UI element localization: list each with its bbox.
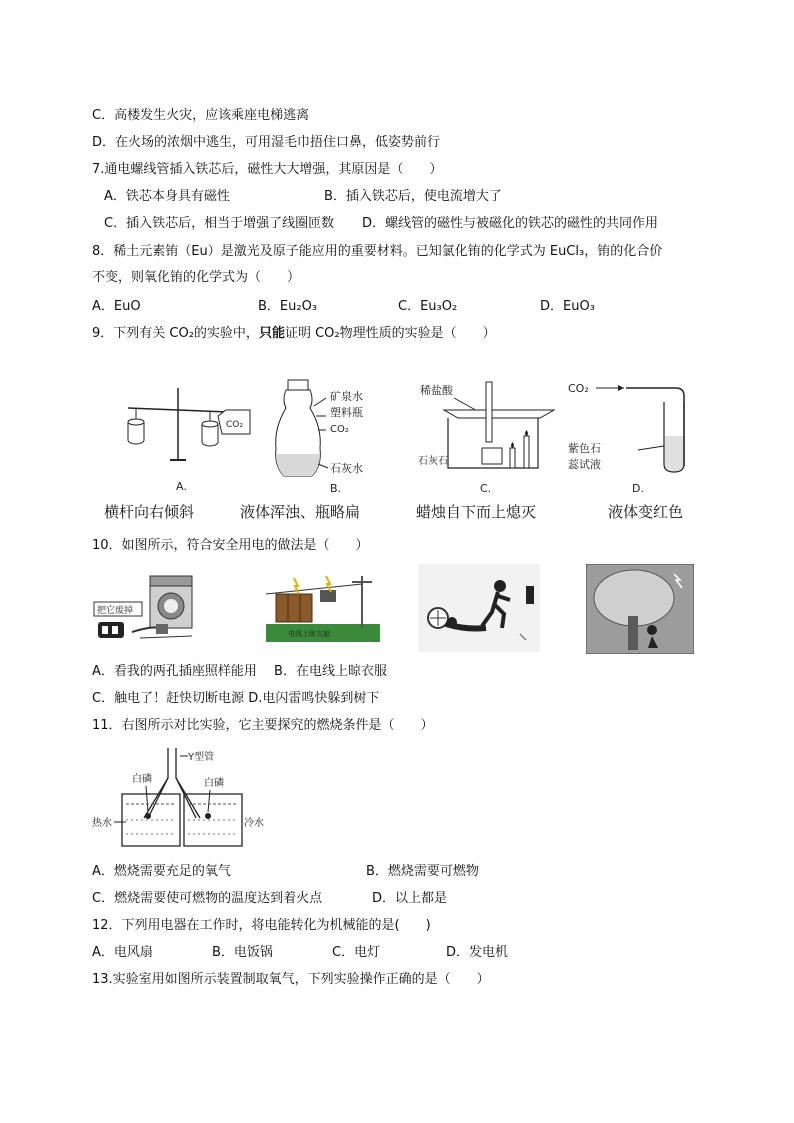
q11-figure-label-white-phosphorus-right: 白磷 [204,778,224,789]
q7-option-c: C．插入铁芯后，相当于增强了线圈匝数 [104,216,335,231]
q9-stem-post: 证明 CO₂物理性质的实验是（ ） [284,326,496,341]
q12-option-b: B．电饭锅 [212,945,273,960]
q11-stem: 11．右图所示对比实验，它主要探究的燃烧条件是（ ） [92,718,434,733]
q11-option-d: D．以上都是 [372,891,448,906]
q9-figure-d-test-tube [566,376,706,496]
q11-option-a: A．燃烧需要充足的氧气 [92,864,231,879]
q11-figure-label-hot-water: 热水 [92,818,112,829]
q10-stem: 10．如图所示，符合安全用电的做法是（ ） [92,538,369,553]
q8-option-c: C．Eu₃O₂ [398,299,458,314]
q10-picture-electric-shock [418,564,540,652]
q9-figure-c-label-hcl: 稀盐酸 [420,384,453,397]
q8-option-b: B．Eu₂O₃ [258,299,318,314]
q9-figure-b-label-plastic-bottle: 塑料瓶 [330,406,363,419]
q9-figure-b-label-limewater: 石灰水 [330,462,363,475]
q9-caption-b: 液体浑浊、瓶略扁 [240,503,361,521]
q6-option-d: D．在火场的浓烟中逃生，可用湿毛巾捂住口鼻，低姿势前行 [92,135,441,150]
q7-option-d: D．螺线管的磁性与被磁化的铁芯的磁性的共同作用 [362,216,659,231]
q9-figure-b-bottle [268,376,408,496]
q11-option-b: B．燃烧需要可燃物 [366,864,479,879]
q9-figure-a-co2-label: CO₂ [226,420,243,430]
q9-figure-c-letter: C. [480,482,492,495]
q10-picture-1-text: 把它废掉 [97,606,134,616]
q9-caption-d: 液体变红色 [608,503,684,521]
q10-options-ab: A．看我的两孔插座照样能用 B．在电线上晾衣服 [92,664,387,679]
q10-picture-tree-storm [586,564,694,654]
q11-figure-label-cold-water: 冷水 [244,818,264,829]
q8-option-a: A．EuO [92,299,141,314]
q6-option-c: C．高楼发生火灾，应该乘座电梯逃离 [92,108,310,123]
q9-figure-c-label-limestone: 石灰石 [418,456,448,467]
q12-option-a: A．电风扇 [92,945,153,960]
q11-option-c: C．燃烧需要使可燃物的温度达到着火点 [92,891,323,906]
q9-figure-d-label-litmus2: 蕊试液 [568,458,601,471]
q9-figure-b-letter: B. [330,482,342,495]
q9-figure-a-letter: A. [176,480,187,493]
q8-option-d: D．EuO₃ [540,299,595,314]
q9-stem-pre: 9．下列有关 CO₂的实验中， [92,326,259,341]
q8-stem-line1: 8．稀土元素铕（Eu）是激光及原子能应用的重要材料。已知氯化铕的化学式为 EuCl₃，铕的化合价 [92,244,663,259]
q12-option-d: D．发电机 [446,945,509,960]
q9-figure-d-letter: D. [632,482,644,495]
q10-picture-power-line [266,572,380,642]
q7-stem: 7.通电螺线管插入铁芯后，磁性大大增强，其原因是（ ） [92,162,443,177]
q11-figure-y-tube [92,742,272,852]
q9-figure-d-label-co2: CO₂ [568,382,589,395]
q9-figure-c-beaker [418,376,558,496]
q8-stem-line2: 不变，则氧化铕的化学式为（ ） [92,270,301,285]
q12-option-c: C．电灯 [332,945,381,960]
q9-figure-b-label-mineral-water: 矿泉水 [330,390,363,403]
q9-figure-a-balance [118,380,258,496]
q9-caption-a: 横杆向右倾斜 [104,503,195,521]
q9-figure-d-label-litmus1: 紫色石 [568,442,601,455]
q10-options-cd: C．触电了！赶快切断电源 D.电闪雷鸣快躲到树下 [92,691,380,706]
q9-stem [92,324,496,344]
q7-option-b: B．插入铁芯后，使电流增大了 [324,189,502,204]
q9-figure-b-label-co2: CO₂ [330,424,349,435]
q12-stem: 12．下列用电器在工作时，将电能转化为机械能的是( ) [92,918,431,933]
q9-stem-emphasis: 只能 [258,326,285,341]
q10-picture-2-text: 电线上晾衣服 [288,630,330,638]
q9-caption-c: 蜡烛自下而上熄灭 [416,503,537,521]
q11-figure-label-y-tube: Y型管 [188,752,215,763]
q10-picture-washing-machine [92,562,212,646]
q13-stem: 13.实验室用如图所示装置制取氧气，下列实验操作正确的是（ ） [92,972,490,987]
q11-figure-label-white-phosphorus-left: 白磷 [132,774,152,785]
q7-option-a: A．铁芯本身具有磁性 [104,189,230,204]
